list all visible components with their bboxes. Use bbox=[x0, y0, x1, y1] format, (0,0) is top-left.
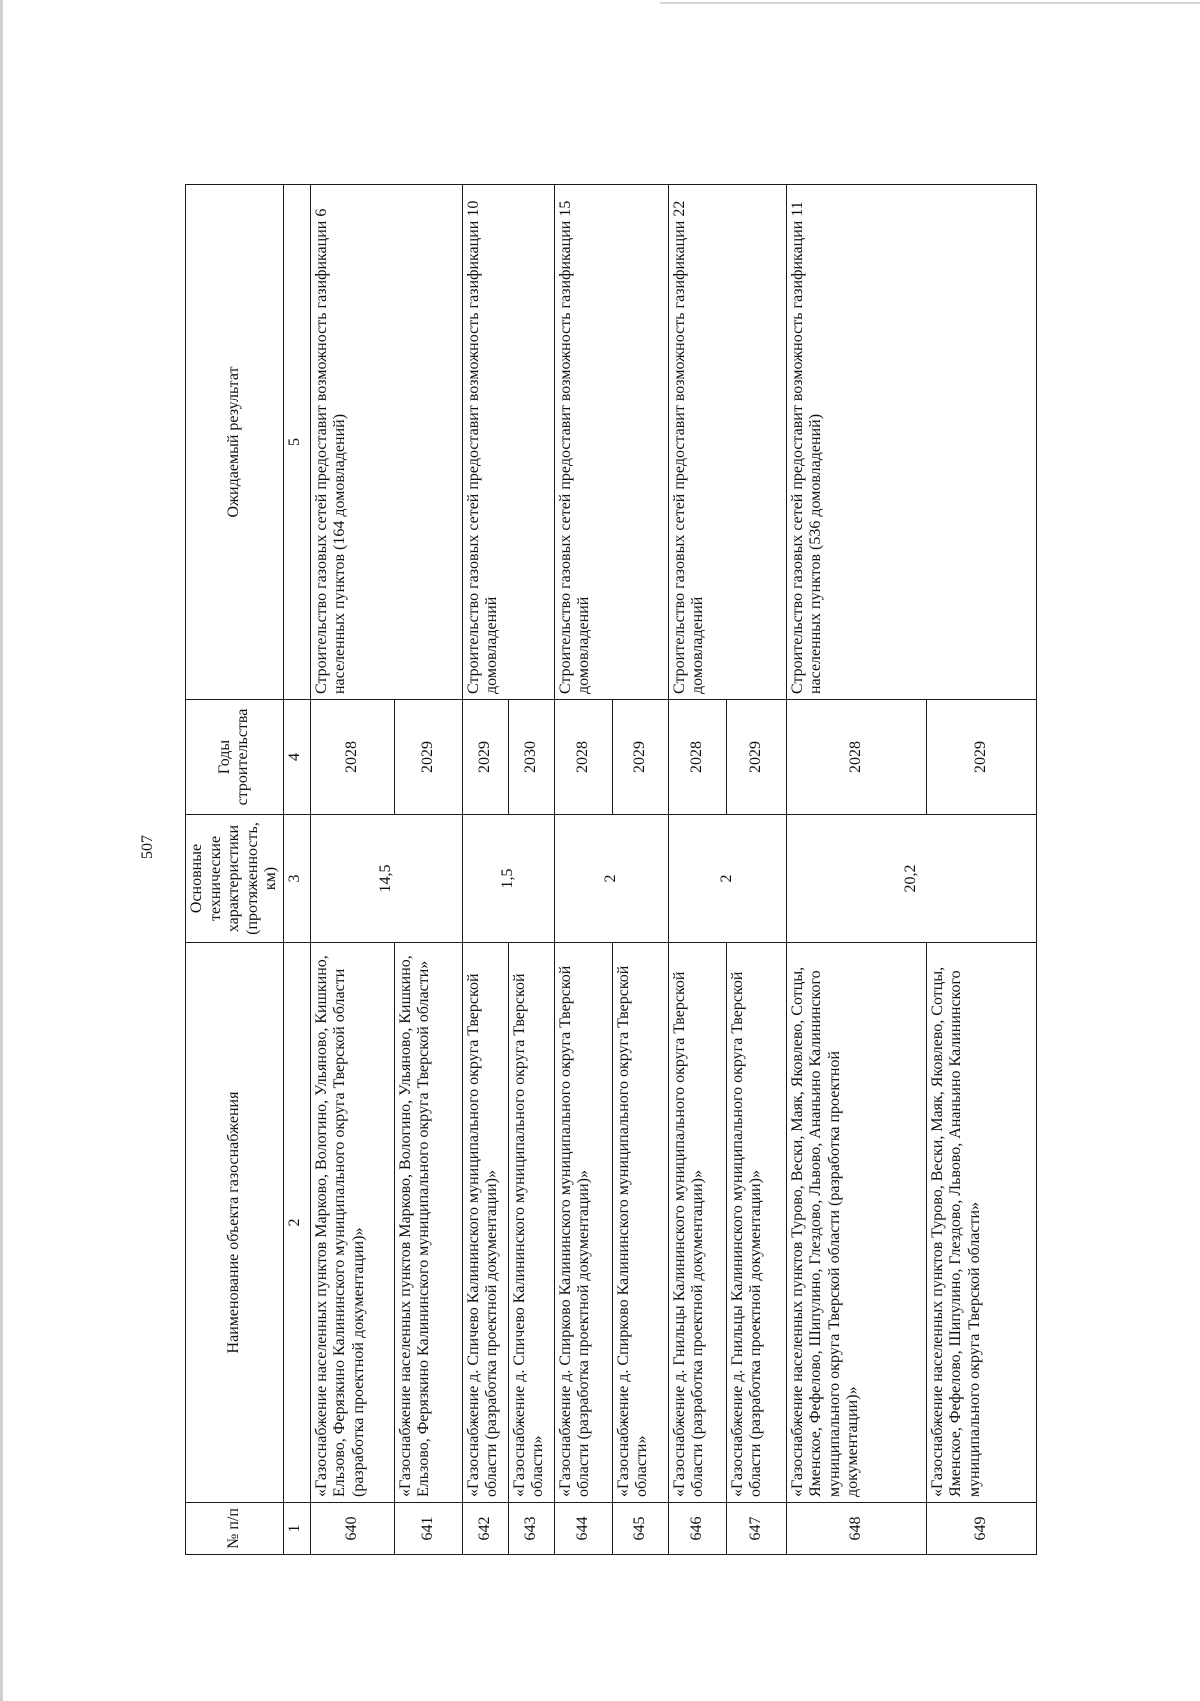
column-number: 3 bbox=[283, 815, 310, 943]
object-name: «Газоснабжение д. Спичево Калининского муниципального округа Тверской области (разработка проектной документации)» bbox=[462, 943, 508, 1503]
row-number: 647 bbox=[726, 1503, 786, 1555]
construction-year: 2028 bbox=[786, 700, 926, 815]
row-number: 644 bbox=[554, 1503, 612, 1555]
header-years: Годы строительства bbox=[186, 700, 284, 815]
expected-result: Строительство газовых сетей предоставит возможность газификации 6 населенных пунктов (164 домовладений) bbox=[310, 185, 462, 700]
construction-year: 2029 bbox=[394, 700, 462, 815]
header-tech: Основные технические характеристики (протяженность, км) bbox=[186, 815, 284, 943]
row-number: 645 bbox=[612, 1503, 668, 1555]
row-number: 648 bbox=[786, 1503, 926, 1555]
object-name: «Газоснабжение д. Гнильцы Калининского муниципального округа Тверской области (разработка проектной документации)» bbox=[668, 943, 726, 1503]
row-number: 643 bbox=[508, 1503, 554, 1555]
construction-year: 2028 bbox=[310, 700, 394, 815]
length-km: 20,2 bbox=[786, 815, 1036, 943]
scan-edge-top bbox=[660, 2, 1200, 4]
column-number: 4 bbox=[283, 700, 310, 815]
column-number: 1 bbox=[283, 1503, 310, 1555]
construction-year: 2029 bbox=[926, 700, 1036, 815]
object-name: «Газоснабжение д. Спирково Калининского муниципального округа Тверской области» bbox=[612, 943, 668, 1503]
construction-year: 2030 bbox=[508, 700, 554, 815]
construction-year: 2029 bbox=[462, 700, 508, 815]
expected-result: Строительство газовых сетей предоставит возможность газификации 22 домовладений bbox=[668, 185, 786, 700]
row-number: 640 bbox=[310, 1503, 394, 1555]
header-result: Ожидаемый результат bbox=[186, 185, 284, 700]
row-number: 646 bbox=[668, 1503, 726, 1555]
length-km: 2 bbox=[668, 815, 786, 943]
column-number-row bbox=[283, 185, 310, 1555]
expected-result: Строительство газовых сетей предоставит возможность газификации 10 домовладений bbox=[462, 185, 554, 700]
object-name: «Газоснабжение населенных пунктов Марково, Вологино, Ульяново, Кишкино, Ельзово, Ферязкино Калининского муниципального округа Тверской области» bbox=[394, 943, 462, 1503]
object-name: «Газоснабжение населенных пунктов Турово, Вески, Маяк, Яковлево, Сотцы, Яменское, Фефелово, Шипулино, Глездово, Львово, Ананьино Калининского муниципального округа Тверской области» bbox=[926, 943, 1036, 1503]
header-num: № п/п bbox=[186, 1503, 284, 1555]
object-name: «Газоснабжение населенных пунктов Турово, Вески, Маяк, Яковлево, Сотцы, Яменское, Фефелово, Шипулино, Глездово, Львово, Ананьино Калининского муниципального округа Тверской области (разработка проектной документации)» bbox=[786, 943, 926, 1503]
header-name: Наименование объекта газоснабжения bbox=[186, 943, 284, 1503]
header-row bbox=[186, 185, 284, 1555]
construction-year: 2029 bbox=[612, 700, 668, 815]
table-row bbox=[310, 185, 394, 1555]
construction-year: 2029 bbox=[726, 700, 786, 815]
column-number: 2 bbox=[283, 943, 310, 1503]
length-km: 14,5 bbox=[310, 815, 462, 943]
row-number: 641 bbox=[394, 1503, 462, 1555]
table-row bbox=[462, 185, 508, 1555]
object-name: «Газоснабжение д. Гнильцы Калининского муниципального округа Тверской области (разработка проектной документации)» bbox=[726, 943, 786, 1503]
object-name: «Газоснабжение населенных пунктов Марково, Вологино, Ульяново, Кишкино, Ельзово, Ферязкино Калининского муниципального округа Тверской области (разработка проектной документации)» bbox=[310, 943, 394, 1503]
gas-supply-table bbox=[185, 184, 1037, 1555]
table-row bbox=[786, 185, 926, 1555]
expected-result: Строительство газовых сетей предоставит возможность газификации 15 домовладений bbox=[554, 185, 668, 700]
expected-result: Строительство газовых сетей предоставит возможность газификации 11 населенных пунктов (536 домовладений) bbox=[786, 185, 1036, 700]
length-km: 1,5 bbox=[462, 815, 554, 943]
table-row bbox=[668, 185, 726, 1555]
construction-year: 2028 bbox=[554, 700, 612, 815]
table-row bbox=[554, 185, 612, 1555]
object-name: «Газоснабжение д. Спирково Калининского муниципального округа Тверской области (разработка проектной документации)» bbox=[554, 943, 612, 1503]
column-number: 5 bbox=[283, 185, 310, 700]
row-number: 642 bbox=[462, 1503, 508, 1555]
page-number: 507 bbox=[139, 835, 156, 859]
row-number: 649 bbox=[926, 1503, 1036, 1555]
construction-year: 2028 bbox=[668, 700, 726, 815]
rotated-table-container bbox=[185, 185, 1140, 1555]
object-name: «Газоснабжение д. Спичево Калининского муниципального округа Тверской области» bbox=[508, 943, 554, 1503]
length-km: 2 bbox=[554, 815, 668, 943]
scan-edge-left bbox=[0, 0, 3, 1701]
